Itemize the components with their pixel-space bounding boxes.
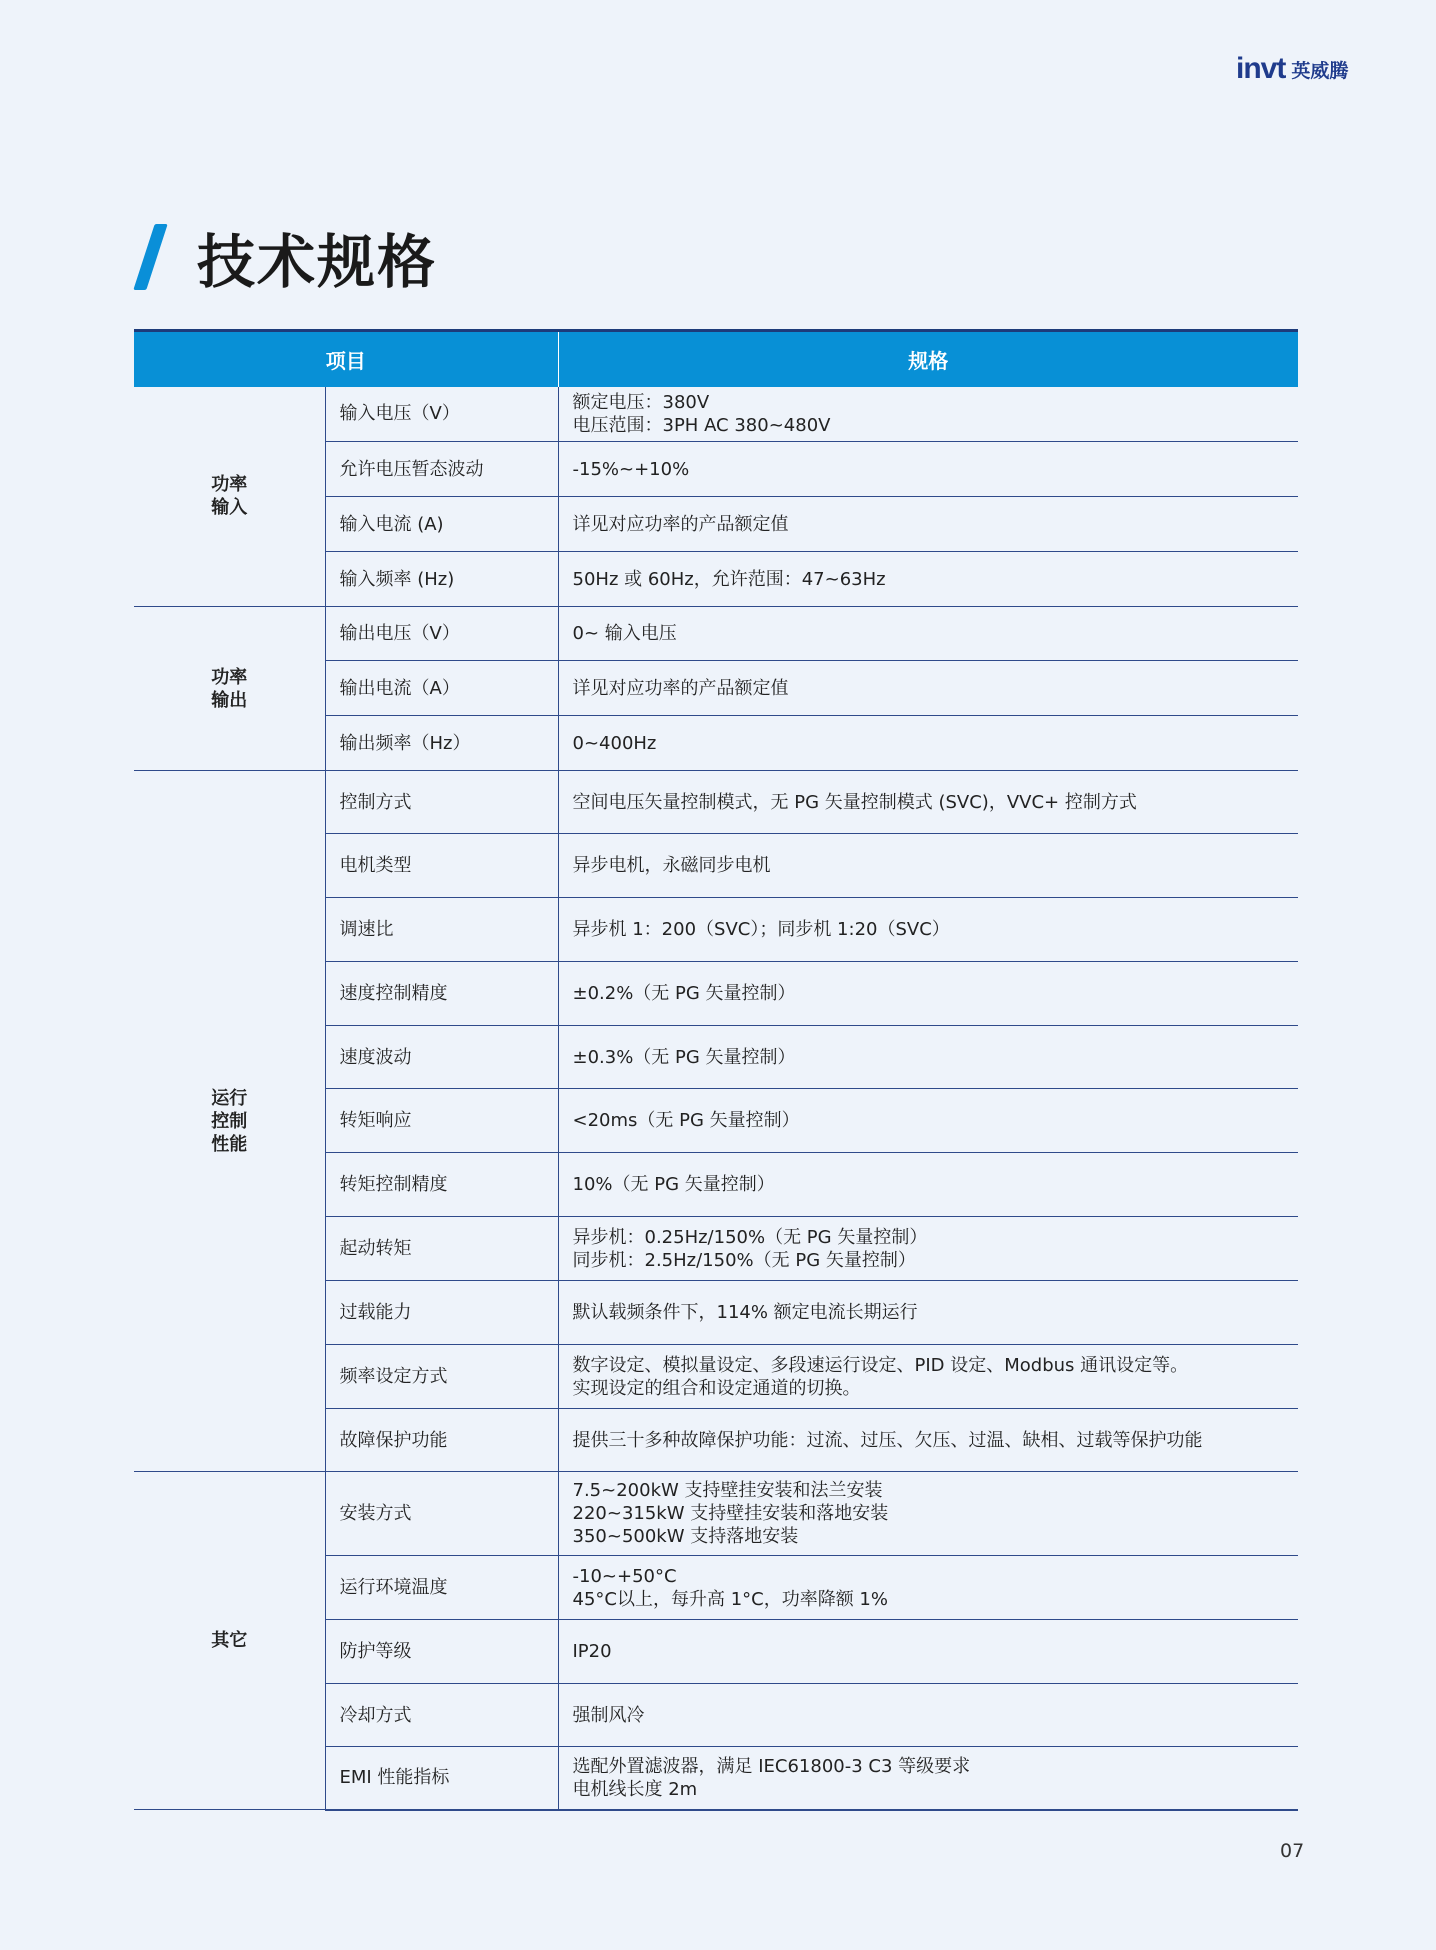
spec-value: -10~+50°C 45°C以上，每升高 1°C，功率降额 1% [558, 1556, 1298, 1620]
group-label: 功率 输出 [134, 607, 325, 771]
spec-value: 异步机 1：200（SVC）；同步机 1:20（SVC） [558, 898, 1298, 962]
spec-item: 输入电流 (A) [325, 497, 558, 552]
group-label: 运行 控制 性能 [134, 771, 325, 1472]
spec-value: <20ms（无 PG 矢量控制） [558, 1089, 1298, 1153]
table-row [134, 607, 1298, 661]
spec-value: 50Hz 或 60Hz，允许范围：47~63Hz [558, 552, 1298, 607]
spec-value: 提供三十多种故障保护功能：过流、过压、欠压、过温、缺相、过载等保护功能 [558, 1409, 1298, 1472]
page-title: 技术规格 [197, 228, 438, 296]
page-number: 07 [1280, 1840, 1305, 1862]
spec-value: 异步机：0.25Hz/150%（无 PG 矢量控制） 同步机：2.5Hz/150%（无 PG 矢量控制） [558, 1217, 1298, 1281]
spec-item: 速度波动 [325, 1026, 558, 1089]
spec-value: 数字设定、模拟量设定、多段速运行设定、PID 设定、Modbus 通讯设定等。 实现设定的组合和设定通道的切换。 [558, 1345, 1298, 1409]
spec-value: 强制风冷 [558, 1684, 1298, 1747]
brand-logo [1236, 52, 1348, 86]
title-accent-slash-icon [133, 224, 167, 290]
spec-item: EMI 性能指标 [325, 1747, 558, 1810]
logo-chinese-name: 英威腾 [1291, 59, 1349, 82]
spec-value: ±0.3%（无 PG 矢量控制） [558, 1026, 1298, 1089]
spec-table [134, 329, 1298, 1811]
spec-item: 控制方式 [325, 771, 558, 834]
spec-value: IP20 [558, 1620, 1298, 1684]
spec-item: 过载能力 [325, 1281, 558, 1345]
spec-item: 冷却方式 [325, 1684, 558, 1747]
spec-value: 0~ 输入电压 [558, 607, 1298, 661]
spec-item: 频率设定方式 [325, 1345, 558, 1409]
spec-item: 起动转矩 [325, 1217, 558, 1281]
header-spec: 规格 [558, 331, 1298, 387]
logo-mark: invt [1236, 52, 1286, 85]
spec-table-header [134, 331, 1298, 387]
spec-item: 转矩响应 [325, 1089, 558, 1153]
group-label: 其它 [134, 1472, 325, 1810]
spec-item: 防护等级 [325, 1620, 558, 1684]
spec-value: 异步电机，永磁同步电机 [558, 834, 1298, 898]
header-item: 项目 [134, 331, 558, 387]
spec-item: 输出电流（A） [325, 661, 558, 716]
spec-item: 允许电压暂态波动 [325, 442, 558, 497]
spec-value: 10%（无 PG 矢量控制） [558, 1153, 1298, 1217]
spec-value: 详见对应功率的产品额定值 [558, 497, 1298, 552]
spec-value: 0~400Hz [558, 716, 1298, 771]
spec-value: 空间电压矢量控制模式，无 PG 矢量控制模式 (SVC)，VVC+ 控制方式 [558, 771, 1298, 834]
spec-value: 默认载频条件下，114% 额定电流长期运行 [558, 1281, 1298, 1345]
spec-value: 额定电压：380V 电压范围：3PH AC 380~480V [558, 387, 1298, 442]
group-label: 功率 输入 [134, 387, 325, 607]
table-row [134, 771, 1298, 834]
spec-value: ±0.2%（无 PG 矢量控制） [558, 962, 1298, 1026]
spec-item: 输入频率 (Hz) [325, 552, 558, 607]
spec-item: 电机类型 [325, 834, 558, 898]
table-row [134, 1472, 1298, 1556]
spec-value: 7.5~200kW 支持壁挂安装和法兰安装 220~315kW 支持壁挂安装和落地安装 350~500kW 支持落地安装 [558, 1472, 1298, 1556]
spec-item: 速度控制精度 [325, 962, 558, 1026]
page-title-block [134, 222, 438, 296]
spec-item: 安装方式 [325, 1472, 558, 1556]
spec-item: 输出频率（Hz） [325, 716, 558, 771]
spec-item: 输入电压（V） [325, 387, 558, 442]
spec-value: -15%~+10% [558, 442, 1298, 497]
table-row [134, 387, 1298, 442]
spec-item: 故障保护功能 [325, 1409, 558, 1472]
spec-value: 选配外置滤波器，满足 IEC61800-3 C3 等级要求 电机线长度 2m [558, 1747, 1298, 1810]
spec-item: 调速比 [325, 898, 558, 962]
spec-value: 详见对应功率的产品额定值 [558, 661, 1298, 716]
spec-item: 输出电压（V） [325, 607, 558, 661]
spec-item: 转矩控制精度 [325, 1153, 558, 1217]
spec-item: 运行环境温度 [325, 1556, 558, 1620]
